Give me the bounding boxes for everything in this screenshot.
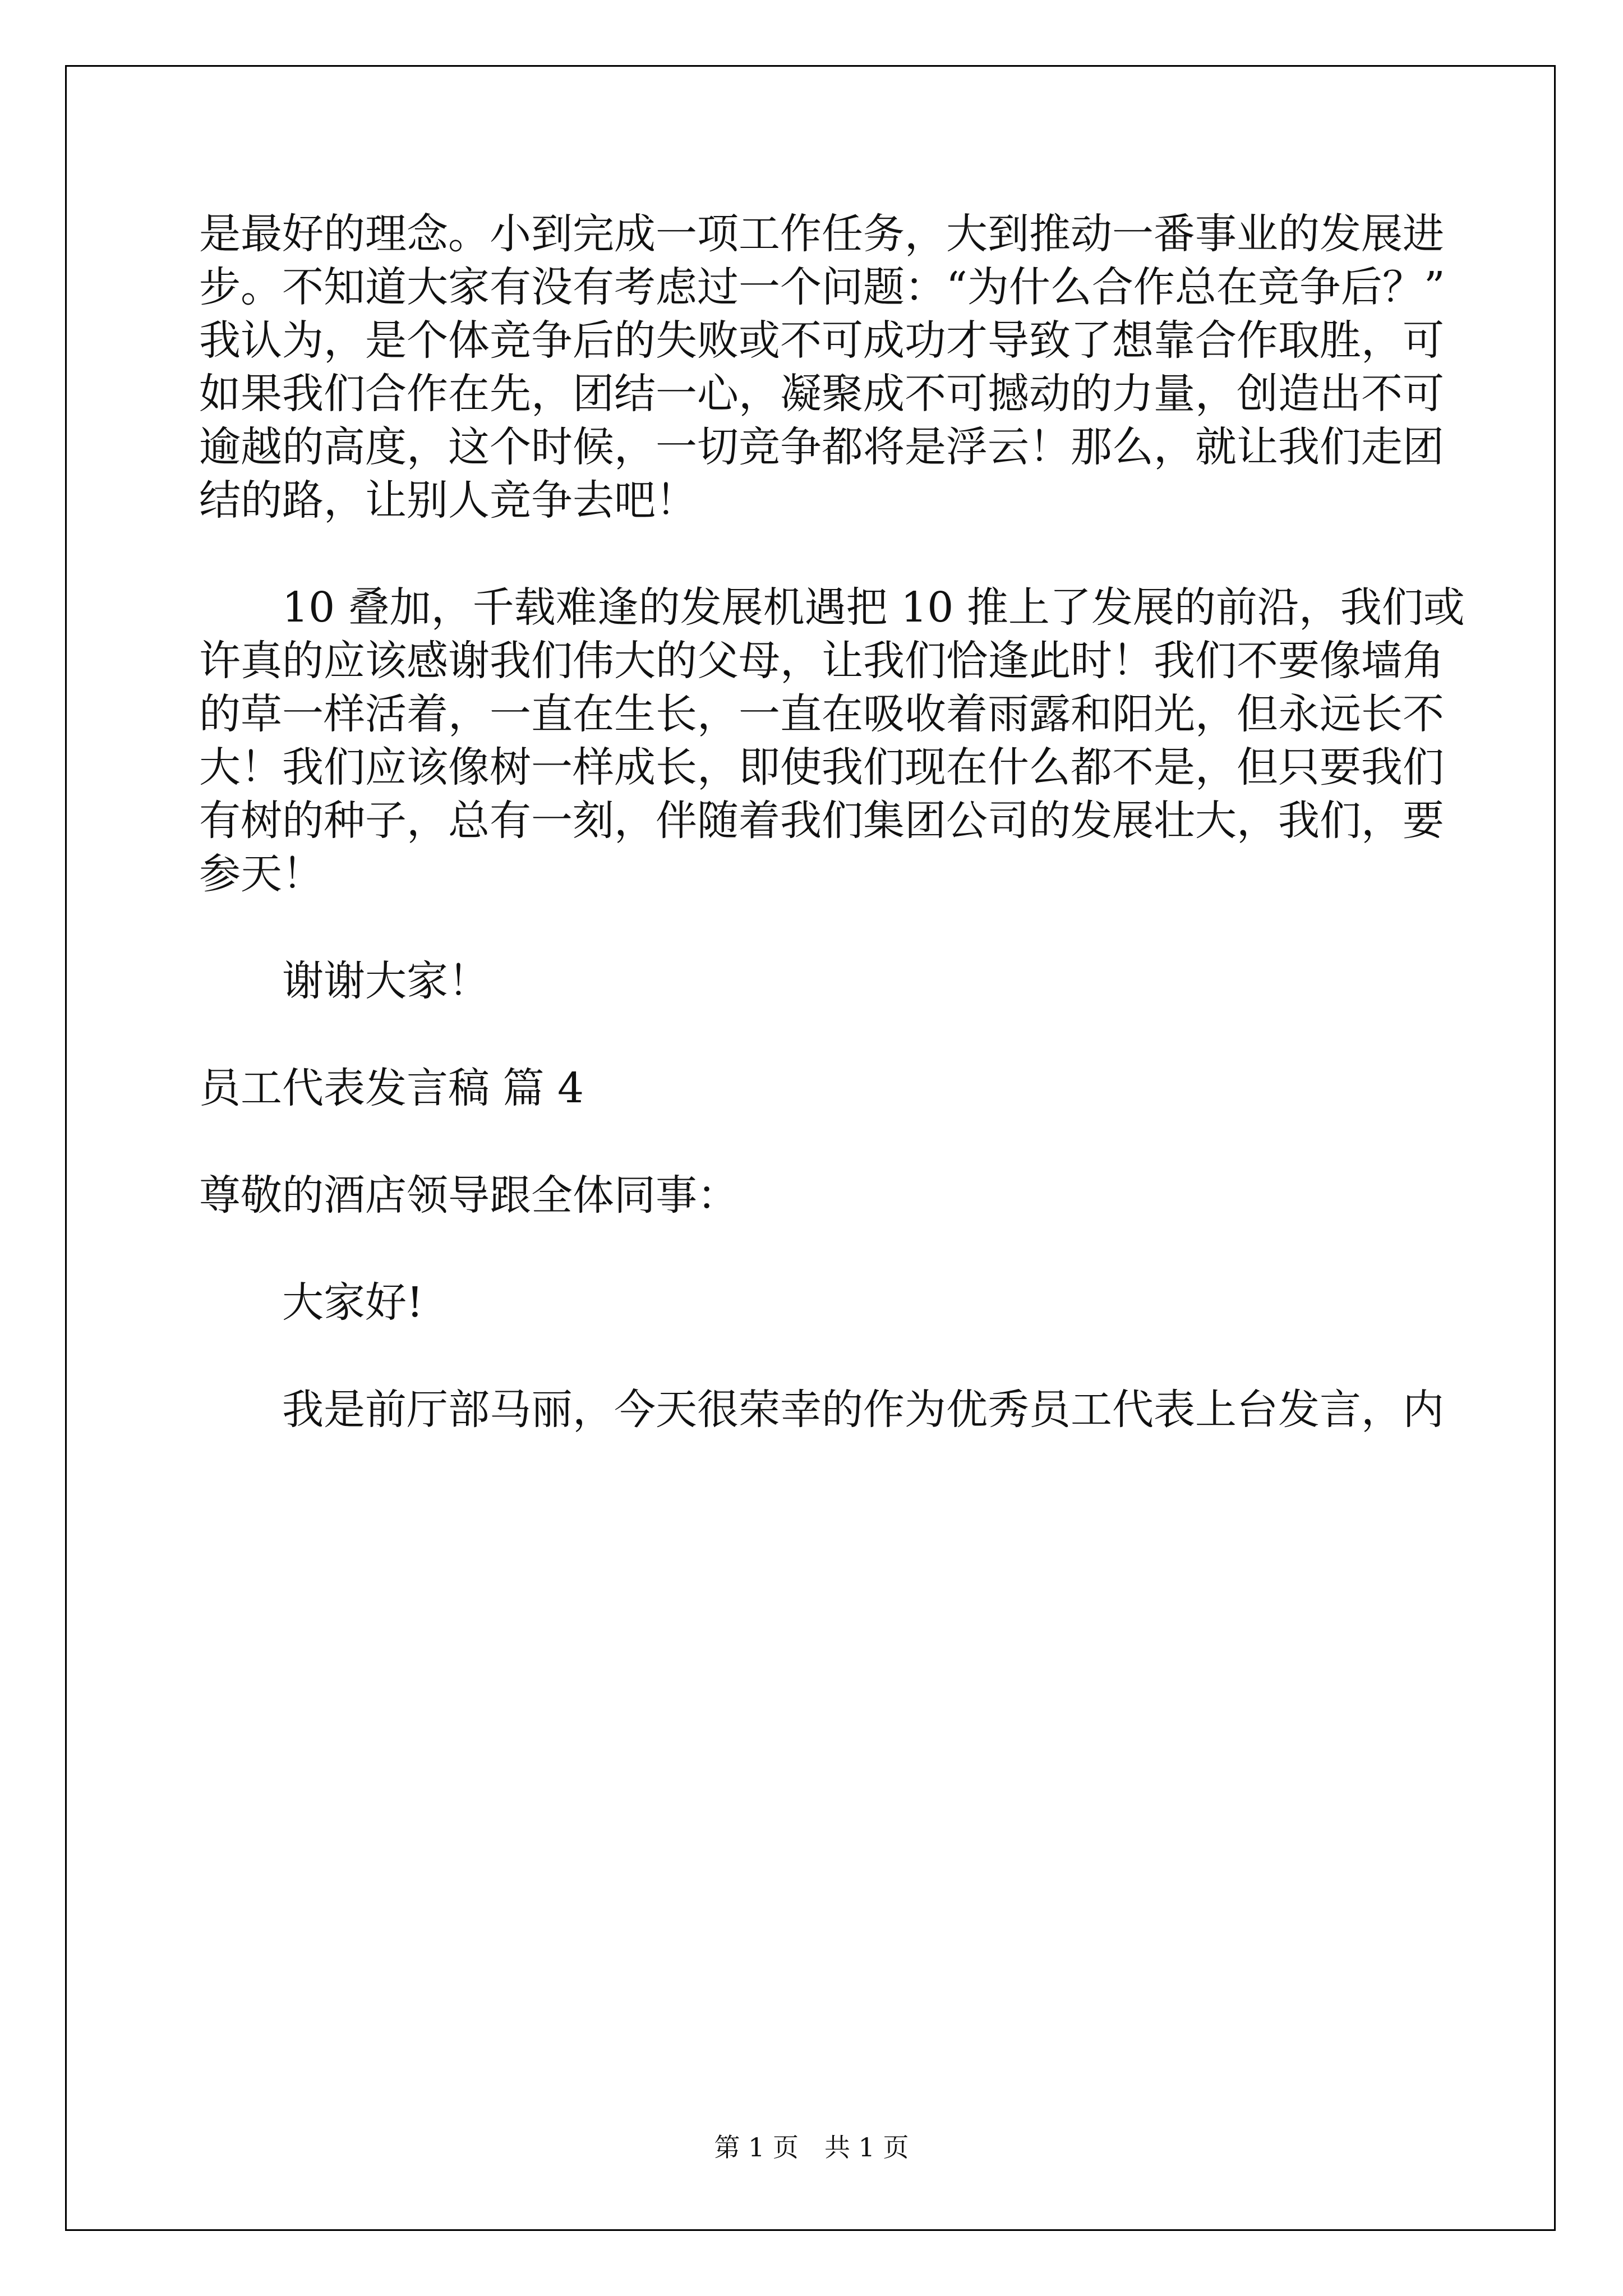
text-line: 10 叠加，千载难逢的发展机遇把 10 推上了发展的前沿，我们或 [282,583,1465,632]
text-line: 谢谢大家！ [282,957,490,1005]
text-line: 逾越的高度，这个时候，一切竞争都将是浮云！那么，就让我们走团 [199,423,1444,471]
text-line: 是最好的理念。小到完成一项工作任务，大到推动一番事业的发展进 [199,210,1444,258]
page-footer: 第 1 页 共 1 页 [714,2132,909,2162]
text-line: 有树的种子，总有一刻，伴随着我们集团公司的发展壮大，我们，要 [199,797,1444,845]
text-line: 如果我们合作在先，团结一心，凝聚成不可撼动的力量，创造出不可 [199,370,1444,418]
text-line: 大！我们应该像树一样成长，即使我们现在什么都不是，但只要我们 [199,743,1444,792]
salutation-text: 尊敬的酒店领导跟全体同事： [199,1171,739,1220]
text-line: 许真的应该感谢我们伟大的父母，让我们恰逢此时！我们不要像墙角 [199,637,1444,685]
text-line: 结的路，让别人竞争去吧！ [199,476,697,524]
paragraph-intro [199,1383,1444,1437]
text-line: 我认为，是个体竞争后的失败或不可成功才导致了想靠合作取胜，可 [199,316,1444,365]
paragraph-1 [199,208,1445,527]
text-line: 步。不知道大家有没有考虑过一个问题：“为什么合作总在竞争后？” [199,263,1445,311]
document-body [199,208,1465,1490]
section-heading-text: 员工代表发言稿 篇 4 [199,1064,584,1112]
paragraph-2 [199,581,1465,901]
paragraph-thanks [199,955,1433,1008]
salutation [199,1169,1433,1222]
greeting-text: 大家好! [282,1278,423,1327]
section-heading [199,1062,1433,1115]
text-line: 的草一样活着，一直在生长，一直在吸收着雨露和阳光，但永远长不 [199,690,1444,738]
text-line: 参天！ [199,850,324,898]
text-line: 我是前厅部马丽，今天很荣幸的作为优秀员工代表上台发言，内 [282,1386,1444,1434]
greeting [199,1276,1433,1329]
